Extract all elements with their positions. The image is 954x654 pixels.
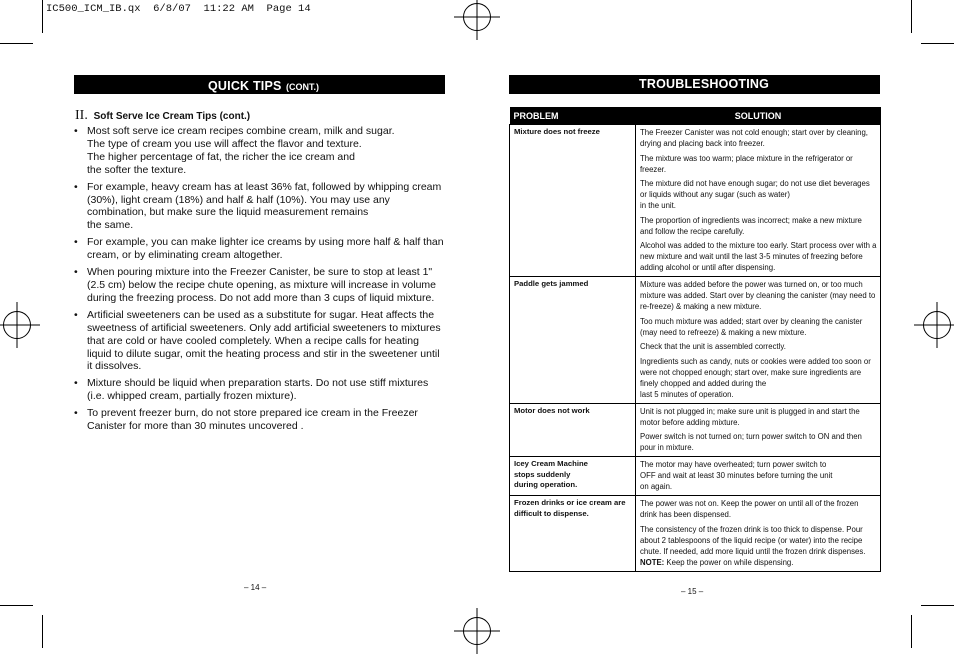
solution-text: Check that the unit is assembled correctly. — [640, 342, 786, 351]
solution-text: The mixture did not have enough sugar; do not use diet beverages or liquids without any sugar (such as water) in the unit. — [640, 179, 870, 210]
tips-list — [74, 125, 446, 437]
table-row — [510, 403, 881, 457]
column-header-solution: SOLUTION — [636, 107, 881, 125]
section-number: II. — [75, 108, 88, 123]
registration-mark-bottom — [463, 617, 491, 645]
crop-mark-top-left-v — [42, 0, 43, 33]
solution-cell — [636, 457, 881, 496]
section-title: Soft Serve Ice Cream Tips (cont.) — [93, 111, 251, 122]
registration-mark-left — [3, 311, 31, 339]
page-number-left: – 14 – — [244, 583, 267, 592]
solution-text: Ingredients such as candy, nuts or cookies were added too soon or were not chopped enough; start over, make sure ingredients are finely chopped and added during the last 5 minutes of operation. — [640, 356, 871, 399]
solution-text: Mixture was added before the power was turned on, or too much mixture was added. Start over by cleaning the canister (may need to re-freeze) & making a new mixture. — [640, 280, 876, 311]
troubleshooting-title: TROUBLESHOOTING — [639, 77, 770, 91]
crop-mark-top-right-v — [911, 0, 912, 33]
problem-cell: Paddle gets jammed — [510, 277, 636, 404]
solution-text: The mixture was too warm; place mixture in the refrigerator or freezer. — [640, 153, 853, 174]
solution-text: The power was not on. Keep the power on until all of the frozen drink has been dispensed. — [640, 499, 859, 519]
crop-mark-bottom-right-h — [921, 605, 954, 606]
solution-text — [640, 524, 877, 568]
troubleshooting-header — [509, 75, 880, 94]
tip-item: • Mixture should be liquid when preparation starts. Do not use stiff mixtures (i.e. whipped cream, partially frozen mixture). — [74, 377, 446, 403]
solution-cell — [636, 403, 881, 457]
quick-tips-title: QUICK TIPS — [208, 79, 282, 93]
tip-item: • To prevent freezer burn, do not store prepared ice cream in the Freezer Canister for more than 30 minutes uncovered . — [74, 407, 446, 433]
note-label: NOTE: — [640, 557, 665, 567]
problem-cell: Mixture does not freeze — [510, 125, 636, 277]
table-row — [510, 277, 881, 404]
registration-mark-top — [463, 3, 491, 31]
section-heading — [75, 108, 250, 124]
table-row — [510, 457, 881, 496]
note-text: Keep the power on while dispensing. — [664, 557, 794, 567]
table-row — [510, 125, 881, 277]
troubleshooting-table — [509, 107, 881, 572]
crop-mark-bottom-left-h — [0, 605, 33, 606]
tip-item: • Artificial sweeteners can be used as a substitute for sugar. Heat affects the sweetness of artificial sweeteners. Only add artificial sweeteners to mixtures that are cold or have cooled completely. When a recipe calls for heating liquid to dilute sugar, omit the heating process and stir in the sweetener until it dissolves. — [74, 309, 446, 374]
crop-mark-bottom-right-v — [911, 615, 912, 648]
solution-text: The proportion of ingredients was incorrect; make a new mixture and follow the recipe carefully. — [640, 215, 862, 236]
table-header-row — [510, 107, 881, 125]
problem-cell: Motor does not work — [510, 403, 636, 457]
solution-text: The Freezer Canister was not cold enough; start over by cleaning, drying and placing back into freezer. — [640, 128, 868, 148]
problem-cell: Frozen drinks or ice cream are difficult to dispense. — [510, 496, 636, 572]
tip-item: • For example, heavy cream has at least 36% fat, followed by whipping cream (30%), light cream (18%) and half & half (10%). You may use any combination, but make sure the liquid measurement remains the same. — [74, 181, 446, 233]
tip-item: • Most soft serve ice cream recipes combine cream, milk and sugar. The type of cream you use will affect the flavor and texture. The higher percentage of fat, the richer the ice cream and the softer the texture. — [74, 125, 446, 177]
print-slug: IC500_ICM_IB.qx 6/8/07 11:22 AM Page 14 — [46, 3, 311, 15]
solution-text: Power switch is not turned on; turn power switch to ON and then pour in mixture. — [640, 432, 862, 452]
column-header-problem: PROBLEM — [510, 107, 636, 125]
solution-cell — [636, 125, 881, 277]
solution-text: The motor may have overheated; turn power switch to OFF and wait at least 30 minutes before turning the unit on again. — [640, 460, 833, 491]
crop-mark-top-left-h — [0, 43, 33, 44]
page-number-right: – 15 – — [681, 587, 704, 596]
registration-mark-right — [923, 311, 951, 339]
tip-item: • When pouring mixture into the Freezer Canister, be sure to stop at least 1" (2.5 cm) below the recipe chute opening, as mixture will increase in volume during the freezing process. Do not add more than 3 cups of liquid mixture. — [74, 266, 446, 305]
solution-text: Too much mixture was added; start over by cleaning the canister (may need to refreeze) & making a new mixture. — [640, 316, 863, 337]
quick-tips-subtitle: (CONT.) — [286, 82, 319, 92]
crop-mark-top-right-h — [921, 43, 954, 44]
tip-item: • For example, you can make lighter ice creams by using more half & half than cream, or by eliminating cream altogether. — [74, 236, 446, 262]
solution-cell — [636, 277, 881, 404]
solution-cell — [636, 496, 881, 572]
solution-text: Alcohol was added to the mixture too early. Start process over with a new mixture and wait until the last 3-5 minutes of freezing before adding alcohol or until after dispensing. — [640, 241, 877, 272]
quick-tips-header — [74, 75, 445, 94]
crop-mark-bottom-left-v — [42, 615, 43, 648]
solution-text: Unit is not plugged in; make sure unit is plugged in and start the motor before adding mixture. — [640, 406, 860, 427]
problem-cell: Icey Cream Machine stops suddenly during operation. — [510, 457, 636, 496]
solution-text-body: The consistency of the frozen drink is too thick to dispense. Pour about 2 tablespoons of the liquid recipe (or water) into the recipe chute. If needed, add more liquid until the frozen drink dispenses. — [640, 524, 866, 556]
table-row — [510, 496, 881, 572]
